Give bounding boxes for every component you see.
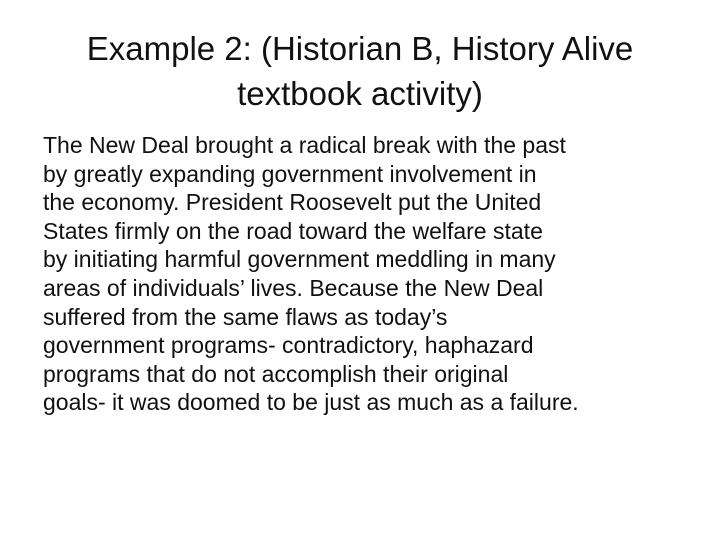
title-line: textbook activity) — [237, 75, 483, 112]
body-line: suffered from the same flaws as today’s — [43, 303, 448, 330]
slide-body — [43, 131, 693, 417]
body-line: by greatly expanding government involvement in — [43, 160, 537, 187]
body-line: by initiating harmful government meddling in many — [43, 246, 556, 273]
body-line: The New Deal brought a radical break with the past — [43, 132, 566, 158]
slide-title — [30, 26, 690, 116]
body-line: goals- it was doomed to be just as much as a failure. — [43, 389, 579, 416]
title-line: Example 2: (Historian B, History Alive — [86, 30, 634, 67]
body-line: government programs- contradictory, haphazard — [43, 332, 534, 359]
body-line: the economy. President Roosevelt put the United — [43, 189, 542, 216]
body-line: areas of individuals’ lives. Because the New Deal — [43, 274, 544, 301]
body-line: programs that do not accomplish their original — [43, 360, 509, 387]
body-line: States firmly on the road toward the welfare state — [43, 217, 543, 244]
